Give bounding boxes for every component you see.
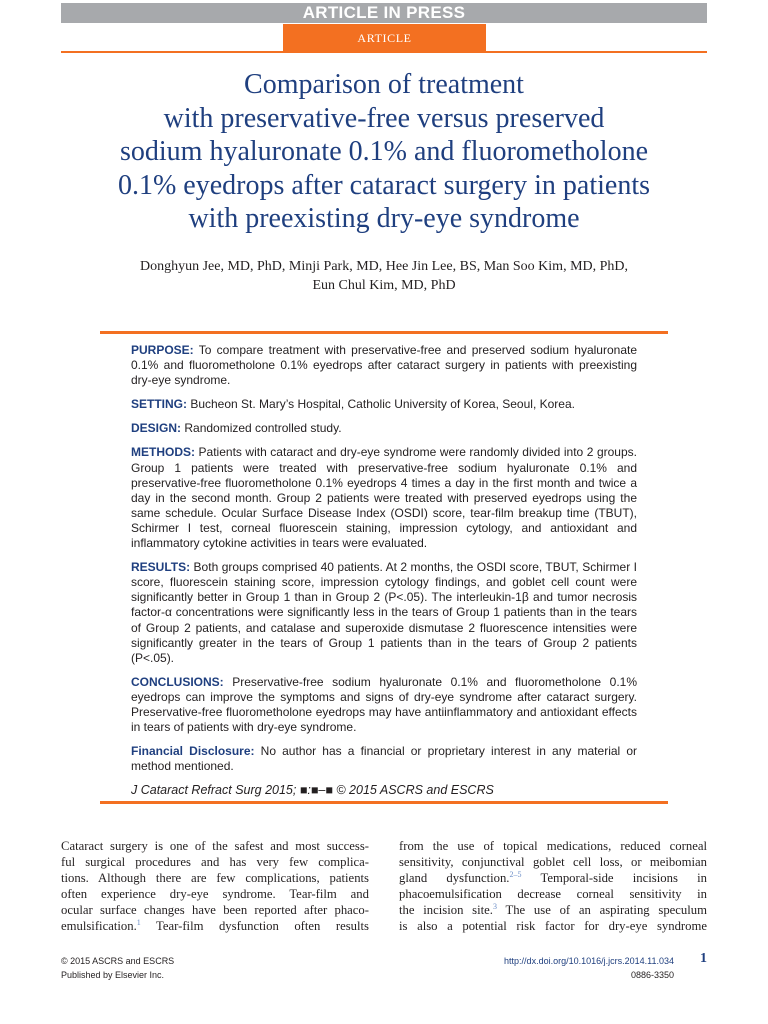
reference-link[interactable]: 2–5 [509, 870, 522, 879]
section-text: No author has a financial or proprietary interest in any material or method mentioned. [131, 744, 638, 774]
section-label: PURPOSE: [131, 343, 194, 357]
abstract-disclosure [131, 744, 637, 774]
body-text: emulsification. [61, 919, 137, 933]
body-line: sensitivity, conjunctival goblet cell loss, or meibomian [399, 855, 707, 869]
section-text: Patients with cataract and dry-eye syndrome were randomly divided into 2 groups. Group 1 patients were treated with preservative-free sodium hyaluronate 0.1% and preservative-free fluorometholone 0.1% eyedrops 4 times a day in the first month and twice a day in the second month. Group 2 patients were treated with preserved eyedrops using the same schedule. Ocular Surface Disease Index (OSDI) score, tear-film breakup time (TBUT), Schirmer I test, corneal fluorescein staining, impression cytology, and antioxidant and inflammatory cytokine activities in tears were evaluated. [131, 445, 637, 551]
article-type-tab: ARTICLE [283, 24, 486, 51]
title-line: 0.1% eyedrops after cataract surgery in patients [117, 169, 651, 201]
issn-number: 0886-3350 [630, 970, 674, 980]
body-line: from the use of topical medications, reduced corneal [399, 839, 707, 853]
abstract [131, 343, 637, 807]
footer-right [504, 954, 674, 982]
section-label: Financial Disclosure: [131, 744, 255, 759]
body-line [399, 902, 707, 918]
body-line: often experience dry-eye syndrome. Tear-film and [61, 887, 369, 901]
body-text: Tear-film dysfunction often results [140, 919, 369, 933]
page-number: 1 [700, 951, 707, 966]
body-column-right [399, 838, 707, 934]
header-divider [61, 51, 707, 53]
section-text: Randomized controlled study. [181, 421, 342, 436]
body-line [61, 918, 369, 934]
body-line: Cataract surgery is one of the safest and most success- [61, 839, 369, 853]
publisher-notice: Published by Elsevier Inc. [61, 970, 165, 980]
journal-citation: J Cataract Refract Surg 2015; ■:■–■ © 2015 ASCRS and ESCRS [131, 783, 494, 798]
title-line: Comparison of treatment [244, 69, 524, 100]
section-text: To compare treatment with preservative-free and preserved sodium hyaluronate 0.1% and fluorometholone 0.1% eyedrops after cataract surgery in patients with preexisting dry-eye syndrome. [131, 343, 637, 388]
body-text: The use of an aspirating speculum [496, 903, 708, 917]
reference-link[interactable]: 1 [136, 918, 141, 927]
article-in-press-banner: ARTICLE IN PRESS [61, 3, 707, 23]
authors-line: Eun Chul Kim, MD, PhD [312, 278, 456, 293]
title-line: sodium hyaluronate 0.1% and fluorometholone [120, 136, 648, 167]
body-line [399, 870, 707, 886]
section-label: METHODS: [131, 445, 195, 460]
abstract-conclusions [131, 675, 637, 735]
section-label: CONCLUSIONS: [131, 674, 224, 689]
body-line: phacoemulsification decrease corneal sensitivity in [399, 887, 707, 901]
section-label: RESULTS: [131, 560, 191, 575]
body-text: the incision site. [399, 903, 493, 917]
author-list [100, 257, 668, 295]
abstract-design [131, 421, 637, 436]
section-label: DESIGN: [131, 421, 182, 436]
title-line: with preservative-free versus preserved [163, 102, 605, 134]
section-text: Both groups comprised 40 patients. At 2 months, the OSDI score, TBUT, Schirmer I score, fluorescein staining score, impression cytology findings, and goblet cell count were significantly better in Group 1 than in Group 2 (P<.05). The interleukin-1β and tumor necrosis factor-α concentrations were significantly less in the tears of Group 1 patients than in the tears of Group 2 patients, and catalase and superoxide dismutase 2 fluorescence intensities were significantly greater in the tears of Group 1 patients than in the tears of Group 2 patients (P<.05). [131, 560, 637, 665]
body-line: ocular surface changes have been reported after phaco- [61, 903, 369, 917]
body-text: gland dysfunction. [399, 871, 510, 885]
section-label: SETTING: [131, 397, 187, 412]
body-line: ful surgical procedures and has very few complica- [61, 855, 369, 869]
abstract-methods [131, 445, 637, 551]
abstract-results [131, 560, 637, 666]
abstract-top-rule [100, 331, 668, 334]
authors-line: Donghyun Jee, MD, PhD, Minji Park, MD, Hee Jin Lee, BS, Man Soo Kim, MD, PhD, [139, 259, 629, 274]
body-line: tions. Although there are few complications, patients [61, 871, 369, 885]
copyright-notice: © 2015 ASCRS and ESCRS [61, 956, 175, 966]
title-line: with preexisting dry-eye syndrome [188, 203, 580, 234]
body-text: Temporal-side incisions in [521, 871, 707, 885]
abstract-bottom-rule [100, 801, 668, 804]
doi-link[interactable]: http://dx.doi.org/10.1016/j.jcrs.2014.11.034 [504, 956, 674, 966]
section-text: Preservative-free sodium hyaluronate 0.1% and fluorometholone 0.1% eyedrops can improve the symptoms and signs of dry-eye syndrome after cataract surgery. Preservative-free fluorometholone eyedrops may have antiinflammatory and antioxidant effects in tears of patients with dry-eye syndrome. [131, 674, 637, 735]
body-line: is also a potential risk factor for dry-eye syndrome [399, 919, 707, 933]
abstract-setting [131, 397, 637, 412]
footer-left [61, 954, 174, 982]
article-title [61, 68, 707, 236]
section-text: Bucheon St. Mary’s Hospital, Catholic University of Korea, Seoul, Korea. [187, 397, 575, 412]
reference-link[interactable]: 3 [492, 902, 497, 911]
abstract-purpose [131, 343, 637, 388]
body-column-left [61, 838, 369, 934]
